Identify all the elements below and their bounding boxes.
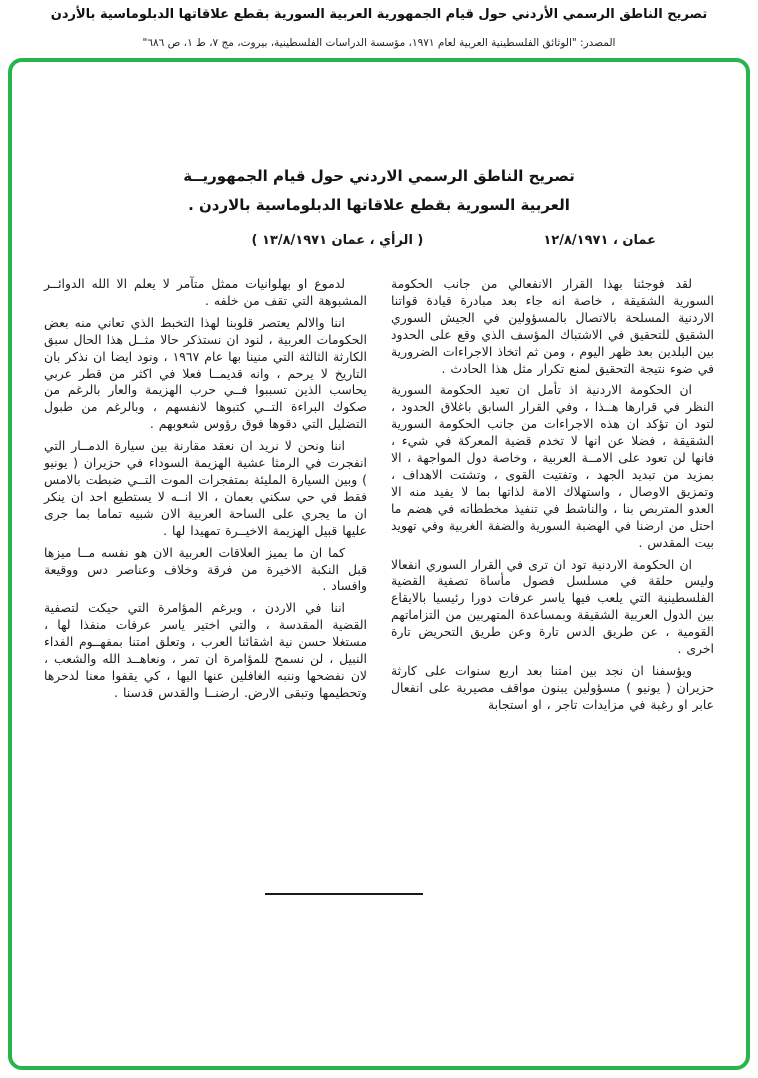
document-title-line2: العربية السورية بقطع علاقاتها الدبلوماسية بالاردن . [188, 195, 570, 214]
dateline-source-ref: ( الرأي ، عمان ١٣/٨/١٩٧١ ) [251, 233, 424, 248]
document-title [12, 162, 746, 219]
paragraph: اننا والالم يعتصر قلوبنا لهذا التخبط الذي تعاني منه بعض الحكومات العربية ، لنود ان نستذكر حالا مثــل هذا الحال سبق الكارثة الثالثة التي منينا بها عام ١٩٦٧ ، ونود ايضا ان نذكر بان التاريخ لا يرحم ، وانه قديمــا فعلا في اكثر من قطر عربي يحاسب الذين تسببوا فــي حرب الهزيمة والعار بالرغم من صكوك البراءة التــي كتبوها لانفسهم ، وبالرغم من طبول التضليل التي دقوها فوق رؤوس شعوبهم . [44, 314, 368, 432]
header-source-line: المصدر: "الوثائق الفلسطينية العربية لعام ١٩٧١، مؤسسة الدراسات الفلسطينية، بيروت، مج ٧، ط ١، ص ٦٨٦" [142, 37, 616, 49]
document-body [12, 62, 746, 719]
paragraph: كما ان ما يميز العلاقات العربية الان هو نفسه مــا ميزها قبل النكبة الاخيرة من فرقة وخلاف وعناصر دس ووقيعة وافساد . [44, 544, 367, 594]
divider-line [265, 893, 423, 895]
column-left [44, 276, 367, 719]
column-right [391, 276, 714, 719]
paragraph: ويؤسفنا ان نجد بين امتنا بعد اربع سنوات على كارثة حزيران ( يونيو ) مسؤولين يبنون مواقف مصيرية على انفعال عابر او رغبة في مزايدات تاجر ، او استجابة [391, 662, 714, 712]
dateline [12, 233, 746, 248]
paragraph: اننا في الاردن ، وبرغم المؤامرة التي حيكت لتصفية القضية المقدسة ، والتي اختير ياسر عرفات منفذا لها ، مستغلا حسن نية اشقائنا العرب ، وتعلق امتنا بمفهــوم الفداء النبيل ، لن نسمح للمؤامرة ان تمر ، ونعاهــد الله والشعب ، لان نفضحها وننبه الغافلين عنها اليها ، كي يقفوا معنا لدحرها وتحطيمها وتبقى الارض. ارضنــا والقدس قدسنا . [44, 600, 367, 700]
document-frame [8, 58, 750, 1070]
paragraph: اننا ونحن لا نريد ان نعقد مقارنة بين سيارة الدمــار التي انفجرت في الرمثا عشية الهزيمة السوداء في حزيران ( يونيو ) وبين السيارة المليئة بمتفجرات الموت التــي ضبطت بالامس فقط في حي سكني بعمان ، الا انــه لا يستطيع احد ان ينكر ان ما يجري على الساحة العربية الان شبيه تماما بما جرى عليها قبيل الهزيمة الاخيــرة تمهيدا لها . [44, 438, 367, 538]
paragraph: لقد فوجئنا بهذا القرار الانفعالي من جانب الحكومة السورية الشقيقة ، خاصة انه جاء بعد مبادرة قيادة قواتنا الاردنية المسلحة بالاتصال بالمسؤولين في الجيش السوري الشقيق للتحقيق في الاشتباك المؤسف الذي وقع على الحدود بين البلدين بعد ظهر اليوم ، ومن ثم اتخاذ الاجراءات الضرورية في ضوء نتيجة التحقيق لمنع تكرار مثل هذا الحادث . [391, 276, 714, 376]
text-columns [12, 276, 746, 719]
dateline-place-date: عمان ، ١٢/٨/١٩٧١ [543, 233, 656, 248]
paragraph: ان الحكومة الاردنية تود ان ترى في القرار السوري انفعالا وليس حلقة في مسلسل فصول مأساة تصفية القضية الفلسطينية التي يلعب فيها ياسر عرفات دورا رئيسيا بالايقاع بين الدول العربية الشقيقة وبمساعدة المتهربين من التزاماتهم القومية ، عن طريق الدس تارة وعن طريق التحريض تارة اخرى . [391, 556, 714, 657]
paragraph: ان الحكومة الاردنية اذ تأمل ان تعيد الحكومة السورية النظر في قرارها هــذا ، وفي القرار السابق باغلاق الحدود ، لتود ان تؤكد ان هذه الاجراءات من جانب الحكومة السورية الشقيقة ، فضلا عن انها لا تخدم قضية المعركة في شيء ، فانها لن تعود على الامــة العربية ، وخاصة دول المواجهة ، الا بمزيد من تبديد الجهد ، وتفتيت القوى ، وتشتت الاهداف ، وتمزيق الاوصال ، واستهلاك الامة لذاتها بما لا يفيد منه الا العدو المتربص بنا ، والناشط في تنفيذ مخططاته في هضم ما احتل من ارضنا في الهضبة السورية والضفة الغربية وفي تهويد بيت المقدس . [391, 382, 714, 550]
document-title-line1: تصريح الناطق الرسمي الاردني حول قيام الجمهوريــة [183, 167, 575, 185]
header-title: تصريح الناطق الرسمي الأردني حول قيام الجمهورية العربية السورية بقطع علاقاتها الدبلوماسية بالأردن [50, 7, 708, 22]
paragraph: لدموع او بهلوانيات ممثل متآمر لا يعلم الا الله الدوائــر المشبوهة التي تقف من خلفه . [44, 276, 367, 308]
